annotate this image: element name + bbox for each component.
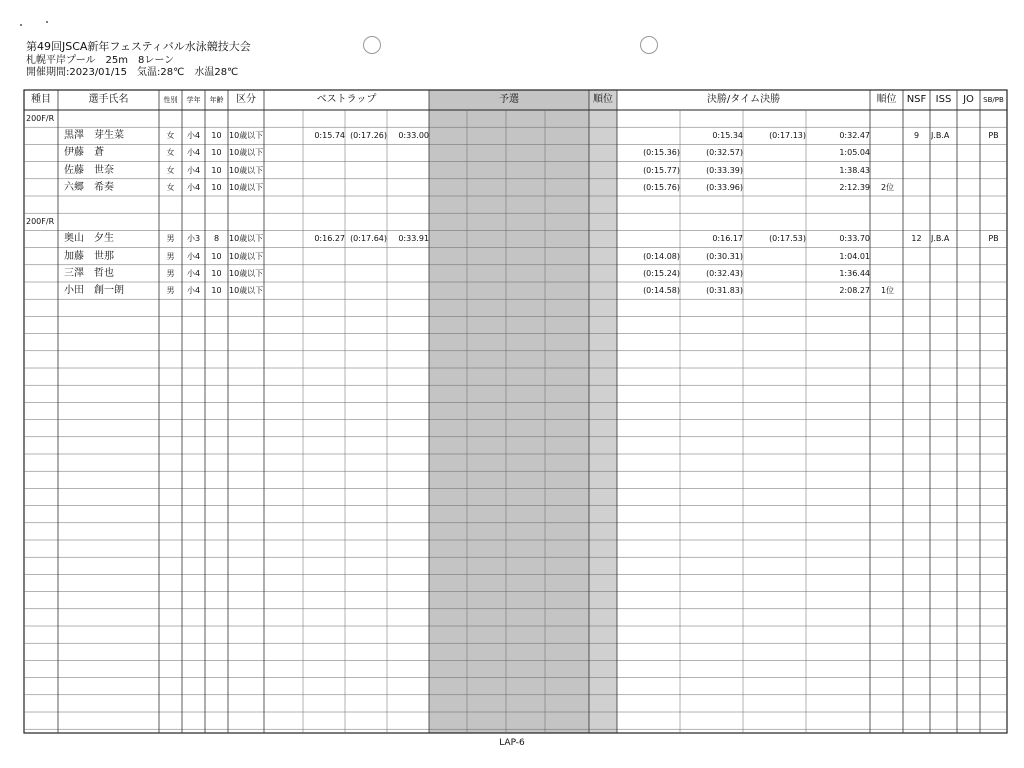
final-split-b: (0:32.43) xyxy=(706,268,743,278)
header-final: 決勝/タイム決勝 xyxy=(706,94,781,105)
best-split-2: (0:17.26) xyxy=(350,131,387,141)
final-time: 0:33.70 xyxy=(839,234,870,244)
final-split-a xyxy=(617,129,680,142)
best-total xyxy=(387,146,429,159)
header-iss: ISS xyxy=(935,94,952,105)
swimmer-sex: 女 xyxy=(166,131,175,141)
final-time: 1:04.01 xyxy=(839,251,870,261)
best-split-1: 0:16.27 xyxy=(314,234,345,244)
meet-title: 第49回JSCA新年フェスティバル水泳競技大会 xyxy=(26,40,251,53)
final-time: 2:12.39 xyxy=(839,182,870,192)
best-split-2 xyxy=(345,250,387,263)
page-footer: LAP-6 xyxy=(499,738,525,748)
best-total: 0:33.91 xyxy=(398,234,429,244)
swimmer-sex: 女 xyxy=(166,182,175,192)
final-split-b: (0:32.57) xyxy=(706,148,743,158)
final-rank xyxy=(872,267,903,280)
header-category: 区分 xyxy=(236,94,256,105)
swimmer-age: 10 xyxy=(211,182,222,192)
final-split-2 xyxy=(743,164,806,177)
best-total xyxy=(387,164,429,177)
jo-value xyxy=(957,250,980,263)
final-split-2: (0:17.53) xyxy=(769,234,806,244)
final-time: 2:08.27 xyxy=(839,286,870,295)
nsf-value xyxy=(903,146,930,159)
swimmer-age: 10 xyxy=(211,131,222,141)
best-total: 0:33.00 xyxy=(398,131,429,141)
final-split-2: (0:17.13) xyxy=(769,131,806,141)
jo-value xyxy=(957,164,980,177)
swimmer-sex: 男 xyxy=(166,251,175,261)
jo-value xyxy=(957,129,980,142)
final-split-1: 0:16.17 xyxy=(712,234,743,244)
best-total xyxy=(387,250,429,263)
final-split-2 xyxy=(743,146,806,159)
final-split-a: (0:14.58) xyxy=(643,286,680,295)
final-rank: 2位 xyxy=(880,182,895,192)
swimmer-category: 10歳以下 xyxy=(229,234,264,244)
nsf-value xyxy=(903,164,930,177)
meet-venue: 札幌平岸プール 25m 8レーン xyxy=(26,55,175,66)
swimmer-name: 三澤 哲也 xyxy=(64,267,114,279)
best-split-2 xyxy=(345,146,387,159)
jo-value xyxy=(957,232,980,245)
swimmer-name: 黒澤 芽生菜 xyxy=(64,130,124,142)
swimmer-category: 10歳以下 xyxy=(229,286,264,295)
iss-value xyxy=(931,267,957,280)
best-split-1 xyxy=(303,267,345,280)
sbpb-value: PB xyxy=(988,234,999,244)
header-jo: JO xyxy=(963,94,974,105)
final-split-1 xyxy=(680,284,743,297)
swimmer-name: 佐藤 世奈 xyxy=(64,164,114,176)
final-split-1 xyxy=(680,146,743,159)
swimmer-grade: 小4 xyxy=(186,131,201,141)
final-rank xyxy=(872,146,903,159)
best-split-1 xyxy=(303,146,345,159)
event-label: 200F/R xyxy=(26,217,55,227)
sbpb-value xyxy=(980,164,1007,177)
swimmer-category: 10歳以下 xyxy=(229,165,264,175)
swimmer-sex: 女 xyxy=(166,165,175,175)
final-split-1 xyxy=(680,267,743,280)
final-split-1 xyxy=(680,250,743,263)
header-nsf: NSF xyxy=(906,94,927,105)
header-event: 種目 xyxy=(31,94,51,105)
swimmer-grade: 小4 xyxy=(186,148,201,158)
best-split-1 xyxy=(303,284,345,297)
best-split-2 xyxy=(345,164,387,177)
final-time: 1:05.04 xyxy=(839,148,870,158)
nsf-value: 12 xyxy=(911,234,922,244)
best-total xyxy=(387,267,429,280)
final-rank xyxy=(872,250,903,263)
final-split-2 xyxy=(743,284,806,297)
final-time: 1:38.43 xyxy=(839,165,870,175)
jo-value xyxy=(957,267,980,280)
final-time: 0:32.47 xyxy=(839,131,870,141)
header-age: 年齢 xyxy=(209,96,224,104)
best-total xyxy=(387,284,429,297)
swimmer-sex: 男 xyxy=(166,234,175,244)
swimmer-sex: 男 xyxy=(166,286,175,295)
swimmer-age: 10 xyxy=(211,286,222,295)
header-prelim-rank: 順位 xyxy=(593,94,613,105)
final-split-a: (0:14.08) xyxy=(643,251,680,261)
iss-value: J.B.A xyxy=(931,234,950,244)
swimmer-age: 10 xyxy=(211,251,222,261)
header-sbpb: SB/PB xyxy=(983,96,1004,104)
swimmer-grade: 小3 xyxy=(186,234,201,244)
final-split-b: (0:33.39) xyxy=(706,165,743,175)
iss-value: J.B.A xyxy=(931,131,950,141)
swimmer-sex: 女 xyxy=(166,148,175,158)
nsf-value xyxy=(903,267,930,280)
best-split-1 xyxy=(303,250,345,263)
swimmer-grade: 小4 xyxy=(186,165,201,175)
swimmer-grade: 小4 xyxy=(186,251,201,261)
sbpb-value xyxy=(980,284,1007,297)
meet-date-weather: 開催期間:2023/01/15 気温:28℃ 水温28℃ xyxy=(26,67,239,78)
swimmer-name: 伊藤 蒼 xyxy=(64,147,104,159)
final-rank xyxy=(872,232,903,245)
swimmer-category: 10歳以下 xyxy=(229,251,264,261)
swimmer-age: 10 xyxy=(211,148,222,158)
nsf-value xyxy=(903,284,930,297)
sbpb-value xyxy=(980,146,1007,159)
sbpb-value: PB xyxy=(988,131,999,141)
best-split-1 xyxy=(303,181,345,194)
best-split-1 xyxy=(303,164,345,177)
swimmer-category: 10歳以下 xyxy=(229,148,264,158)
nsf-value xyxy=(903,181,930,194)
swimmer-name: 奥山 夕生 xyxy=(64,233,114,245)
swimmer-grade: 小4 xyxy=(186,268,201,278)
swimmer-sex: 男 xyxy=(166,268,175,278)
header-final-rank: 順位 xyxy=(876,94,897,105)
swimmer-age: 10 xyxy=(211,268,222,278)
final-split-2 xyxy=(743,267,806,280)
final-split-1 xyxy=(680,181,743,194)
jo-value xyxy=(957,146,980,159)
final-split-2 xyxy=(743,250,806,263)
event-label: 200F/R xyxy=(26,114,55,123)
final-split-b: (0:33.96) xyxy=(706,182,743,192)
nsf-value xyxy=(903,250,930,263)
jo-value xyxy=(957,284,980,297)
final-split-a: (0:15.36) xyxy=(643,148,680,158)
final-split-a: (0:15.76) xyxy=(643,182,680,192)
final-split-a: (0:15.24) xyxy=(643,268,680,278)
final-split-1 xyxy=(680,164,743,177)
final-rank xyxy=(872,164,903,177)
best-split-1: 0:15.74 xyxy=(314,131,345,141)
iss-value xyxy=(931,181,957,194)
swimmer-name: 加藤 世那 xyxy=(64,250,114,262)
header-grade: 学年 xyxy=(186,96,201,104)
iss-value xyxy=(931,164,957,177)
swimmer-name: 小田 創一朗 xyxy=(64,285,124,296)
final-split-2 xyxy=(743,181,806,194)
best-split-2: (0:17.64) xyxy=(350,234,387,244)
swimmer-age: 8 xyxy=(213,234,220,244)
iss-value xyxy=(931,146,957,159)
final-split-b: (0:30.31) xyxy=(706,251,743,261)
swimmer-grade: 小4 xyxy=(186,286,201,295)
swimmer-age: 10 xyxy=(211,165,222,175)
sbpb-value xyxy=(980,181,1007,194)
best-total xyxy=(387,181,429,194)
final-split-1: 0:15.34 xyxy=(712,131,743,141)
header-sex: 性別 xyxy=(163,96,178,104)
sbpb-value xyxy=(980,250,1007,263)
final-time: 1:36.44 xyxy=(839,268,870,278)
final-split-a xyxy=(617,232,680,245)
iss-value xyxy=(931,284,957,297)
swimmer-category: 10歳以下 xyxy=(229,268,264,278)
iss-value xyxy=(931,250,957,263)
sbpb-value xyxy=(980,267,1007,280)
final-split-b: (0:31.83) xyxy=(706,286,743,295)
swimmer-category: 10歳以下 xyxy=(229,131,264,141)
swimmer-grade: 小4 xyxy=(186,182,201,192)
final-split-a: (0:15.77) xyxy=(643,165,680,175)
swimmer-name: 六郷 希奏 xyxy=(64,181,114,193)
header-prelim: 予選 xyxy=(499,94,519,105)
best-split-2 xyxy=(345,181,387,194)
nsf-value: 9 xyxy=(913,131,920,141)
final-rank: 1位 xyxy=(880,286,895,295)
swimmer-category: 10歳以下 xyxy=(229,182,264,192)
header-name: 選手氏名 xyxy=(88,94,129,105)
best-split-2 xyxy=(345,267,387,280)
final-rank xyxy=(872,129,903,142)
jo-value xyxy=(957,181,980,194)
header-best-lap: ベストラップ xyxy=(316,94,377,105)
best-split-2 xyxy=(345,284,387,297)
